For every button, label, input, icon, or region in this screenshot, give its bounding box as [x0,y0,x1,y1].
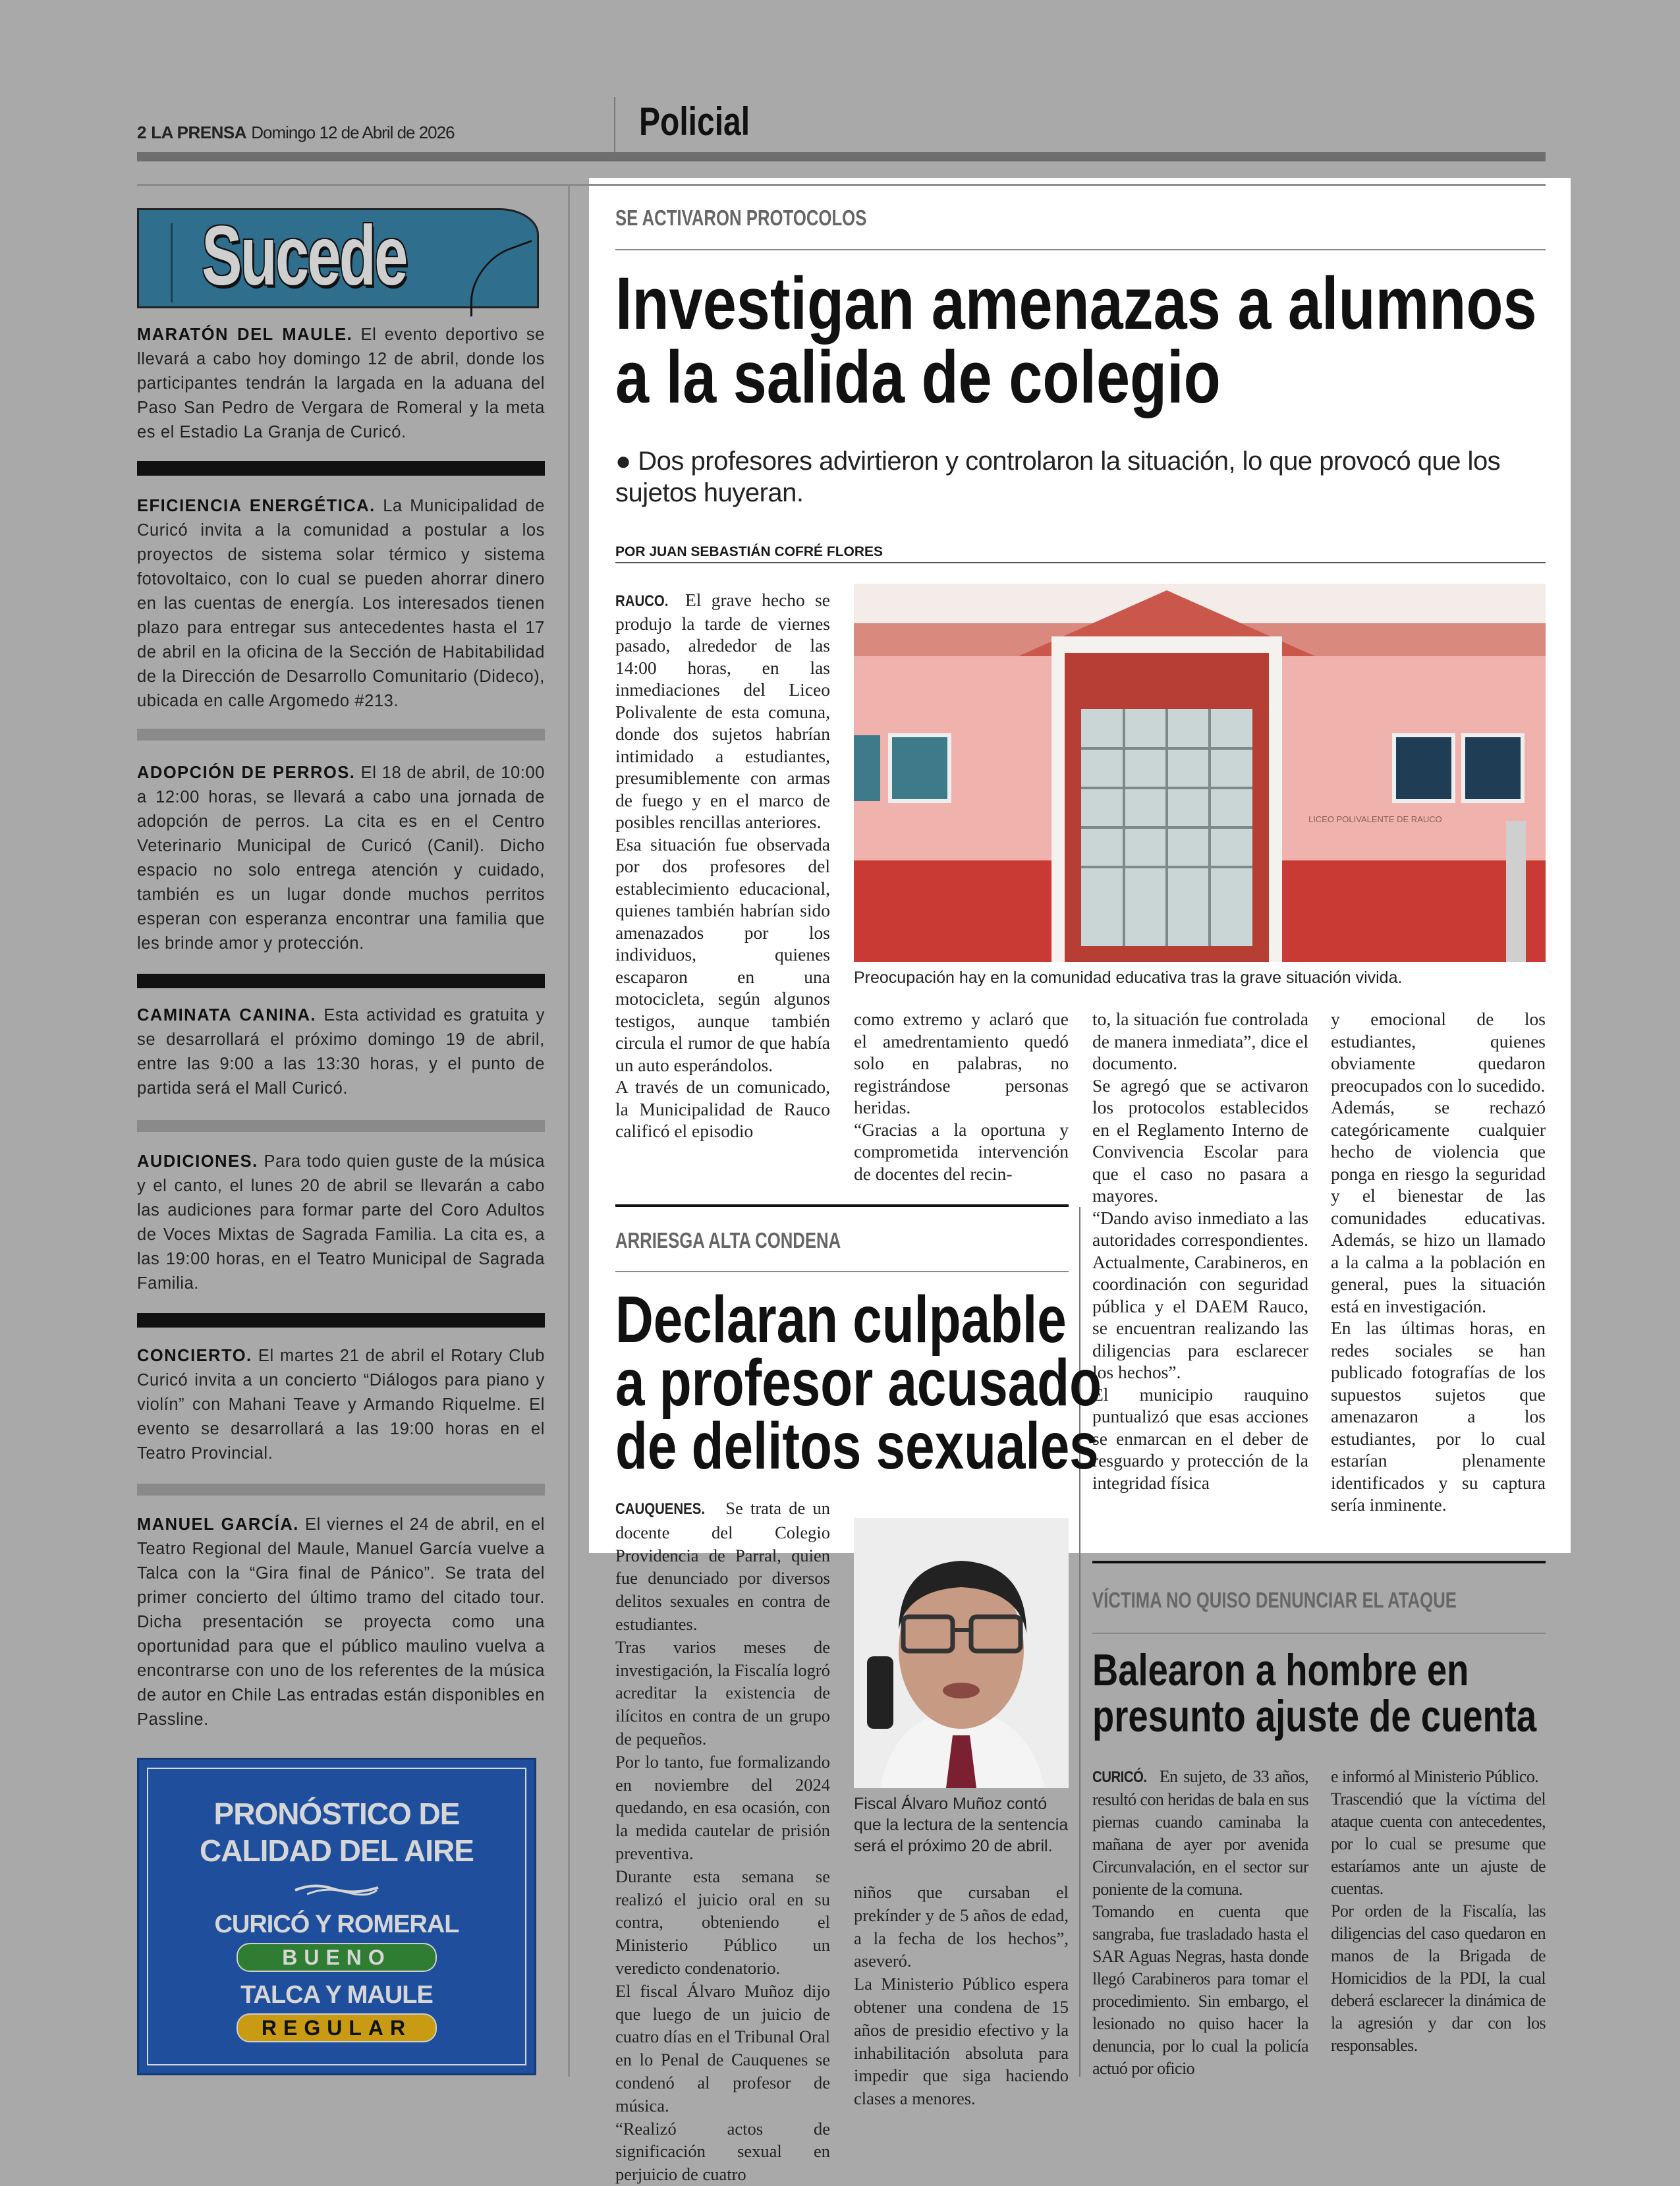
divider-gray [137,729,545,741]
status-badge-regular: REGULAR [237,2013,437,2042]
sucede-banner [137,208,539,308]
headline-line: presunto ajuste de cuenta [1092,1691,1537,1741]
brief-item [137,1344,545,1466]
paragraph: El fiscal Álvaro Muñoz dijo que luego de un juicio de cuatro días en el Tribunal Oral en lo Penal de Cauquenes se condenó al profesor de música. [615,1980,830,2116]
paragraph: niños que cursaban el prekínder y de 5 años de edad, a la fecha de los hechos”, aseveró. [854,1882,1069,1971]
paragraph: Tomando en cuenta que sangraba, fue trasladado hasta el SAR Aguas Negras, hasta donde llegó Carabineros para tomar el procedimiento. Sin embargo, el lesionado no quiso hacer la denuncia, por lo cual la policía actuó por oficio [1092,1902,1308,2078]
article1-column-3 [1092,1008,1308,1494]
page-folio [137,123,455,143]
brief-item [137,494,545,714]
paragraph: En sujeto, de 33 años, resultó con heridas de bala en sus piernas cuando caminaba la mañana de ayer por avenida Circunvalación, en el sector sur poniente de la comuna. [1092,1767,1308,1899]
paragraph: En las últimas horas, en redes sociales se han publicado fotografías de los supuestos sujetos que amenazaron a los estudiantes, por lo cual estarían plenamente identificados y su captura sería inminente. [1331,1318,1546,1515]
paragraph: to, la situación fue controlada de manera inmediata”, dice el documento. [1092,1009,1308,1073]
article1-kicker: SE ACTIVARON PROTOCOLOS [615,206,867,230]
paragraph: “Dando aviso inmediato a las autoridades correspondientes. Actualmente, Carabineros, en coordinación con seguridad pública y el DAEM Rauco, se encuentran realizando las diligencias para esclarecer los hechos”. [1092,1207,1308,1382]
article1-headline [615,262,1537,418]
article3-headline [1092,1647,1536,1739]
page-number: 2 [137,123,146,142]
article3-column-1 [1092,1766,1308,2080]
portrait-image [854,1518,1069,1788]
prosecutor-photo [854,1518,1069,1788]
header-rule [137,152,1546,161]
air-quality-box [137,1758,536,2075]
brief-lead: ADOPCIÓN DE PERROS. [137,764,356,782]
brief-item [137,1150,545,1296]
brief-lead: MANUEL GARCÍA. [137,1515,299,1534]
paragraph: El municipio rauquino puntualizó que esas acciones se enmarcan en el deber de resguardo y protección de la integridad física [1092,1384,1308,1493]
page-curl-icon [470,240,532,317]
brief-text: El martes 21 de abril el Rotary Club Curicó invita a un concierto “Diálogos para piano y violín” con Mahani Teave y Armando Riquelme. El evento se desarrollará a las 19:00 horas en el Teatro Provincial. [137,1347,546,1463]
article2-top-rule [615,1204,1069,1207]
paragraph: Durante esta semana se realizó el juicio oral en su contra, obteniendo el Ministerio Público un veredicto condenatorio. [615,1866,830,1978]
brief-text: La Municipalidad de Curicó invita a la comunidad a postular a los proyectos de sistema solar térmico y sistema fotovoltaico, con lo cual se pueden ahorrar dinero en las cuentas de energía. Los interesados tienen plazo para entregar sus antecedentes hasta el 17 de abril en la oficina de la Sección de Habitabilidad de la Dirección de Desarrollo Comunitario (Dideco), ubicada en calle Argomedo #213. [137,497,545,710]
paragraph: “Gracias a la oportuna y comprometida intervención de docentes del recin- [854,1119,1069,1184]
dateline: RAUCO. [615,592,669,610]
article2-headline [615,1283,1102,1483]
divider-black [137,461,545,476]
publication-name: LA PRENSA [151,123,246,142]
divider-black [137,1313,545,1328]
sucede-title: Sucede [202,209,406,303]
brief-lead: CAMINATA CANINA. [137,1006,317,1024]
status-badge-good: BUENO [237,1943,437,1972]
brief-lead: CONCIERTO. [137,1347,252,1365]
byline: POR JUAN SEBASTIÁN COFRÉ FLORES [615,544,883,559]
dateline: CAUQUENES. [615,1500,706,1518]
brief-text: El evento deportivo se llevará a cabo hoy domingo 12 de abril, donde los participantes tendrán la largada en la aduana del Paso San Pedro de Vergara de Romeral y la meta es el Estadio La Granja de Curicó. [137,325,546,441]
article2-column-1 [615,1497,830,2186]
paragraph: Trascendió que la víctima del ataque cuenta con antecedentes, por lo cual se presume que estaríamos ante un ajuste de cuentas. [1331,1789,1546,1898]
byline-rule [615,562,1546,563]
kicker-rule [615,1271,1069,1272]
region-name: TALCA Y MAULE [240,1981,433,2009]
brief-lead: MARATÓN DEL MAULE. [137,325,353,344]
article1-summary [615,445,1546,509]
article2-kicker: ARRIESGA ALTA CONDENA [615,1228,841,1252]
paragraph: y emocional de los estudiantes, quienes obviamente quedaron preocupados con lo sucedido. [1331,1009,1546,1096]
paragraph: Además, se rechazó categóricamente cualquier hecho de violencia que ponga en riesgo la seguridad y el bienestar de las comunidades educativas. Además, se hizo un llamado a la calma a la población en general, pues la situación está en investigación. [1331,1097,1546,1316]
paragraph: Se agregó que se activaron los protocolos establecidos en el Reglamento Interno de Convivencia Escolar para que el caso no pasara a mayores. [1092,1075,1308,1206]
kicker-rule [615,249,1546,250]
air-title-line: CALIDAD DEL AIRE [200,1834,474,1868]
brief-item [137,761,545,956]
column-divider [568,186,570,2077]
issue-date: Domingo 12 de Abril de 2026 [251,123,455,142]
paragraph: Por lo tanto, fue formalizando en noviembre del 2024 quedando, en esa ocasión, con la medida cautelar de prisión preventiva. [615,1751,830,1863]
paragraph: Esa situación fue observada por dos profesores del establecimiento educacional, quienes también habrían sido amenazados por los individuos, quienes escaparon en una motocicleta, según algunos testigos, aunque también circula el rumor de que había un auto esperándolos. [615,833,830,1075]
article3-column-2 [1331,1766,1546,2057]
region-name: CURICÓ Y ROMERAL [214,1911,459,1938]
section-title: Policial [639,99,750,144]
header-divider [614,97,615,152]
dateline: CURICÓ. [1092,1768,1147,1786]
kicker-rule [1092,1633,1546,1634]
brief-text: El viernes el 24 de abril, en el Teatro Regional del Maule, Manuel García vuelve a Talca con la “Gira final de Pánico”. Se trata del primer concierto del último tramo del citado tour. Dicha presentación se proyecta como una oportunidad para que el público maulino vuelva a encontrarse con uno de los referentes de la música de autor en Chile Las entradas están disponibles en Passline. [137,1515,545,1729]
paragraph: La Ministerio Público espera obtener una condena de 15 años de presidio efectivo y la inhabilitación absoluta para impedir que siga haciendo clases a menores. [854,1974,1069,2109]
divider-gray [137,1120,545,1132]
brief-item [137,323,545,445]
article2-column-2 [854,1881,1069,2110]
paragraph: e informó al Ministerio Público. [1331,1767,1539,1786]
article3-kicker: VÍCTIMA NO QUISO DENUNCIAR EL ATAQUE [1092,1588,1457,1612]
brief-text: Para todo quien guste de la música y el canto, el lunes 20 de abril se llevarán a cabo las audiciones para formar parte del Coro Adultos de Voces Mixtas de Sagrada Familia. La cita es, a las 19:00 horas, en el Teatro Municipal de Sagrada Familia. [137,1152,545,1293]
brief-text: Esta actividad es gratuita y se desarrollará el próximo domingo 19 de abril, entre las 9:00 a las 13:30 horas, y el punto de partida será el Mall Curicó. [137,1006,545,1098]
banner-stripe [171,223,173,302]
headline-line: Declaran culpable [615,1283,1067,1357]
headline-line: de delitos sexuales [615,1409,1099,1483]
brief-item [137,1003,545,1101]
headline-line: Balearon a hombre en [1092,1645,1469,1695]
headline-line: a la salida de colegio [615,336,1221,418]
headline-line: a profesor acusado [615,1346,1102,1420]
headline-line: Investigan amenazas a alumnos [615,262,1537,345]
paragraph: “Realizó actos de significación sexual en perjuicio de cuatro [615,2118,830,2185]
article3-top-rule [1092,1561,1546,1563]
school-sign: LICEO POLIVALENTE DE RAUCO [1308,814,1442,824]
brief-lead: EFICIENCIA ENERGÉTICA. [137,497,376,515]
paragraph: Tras varios meses de investigación, la Fiscalía logró acreditar la existencia de ilícitos en contra de un grupo de pequeños. [615,1637,830,1749]
paragraph: El grave hecho se produjo la tarde de viernes pasado, alrededor de las 14:00 horas, en las inmediaciones del Liceo Polivalente de esta comuna, donde dos sujetos habrían intimidado a estudiantes, presumiblemente con armas de fuego y en el marco de posibles rencillas anteriores. [615,590,830,832]
paragraph: Por orden de la Fiscalía, las diligencias del caso quedaron en manos de la Brigada de Homicidios de la PDI, la cual deberá esclarecer la dinámica de la agresión y dar con los responsables. [1331,1901,1546,2055]
top-rule [137,184,1546,186]
bullet-icon: ● [615,447,638,476]
brief-item [137,1513,545,1732]
air-title-line: PRONÓSTICO DE [213,1797,460,1831]
divider-gray [137,1484,545,1496]
brief-lead: AUDICIONES. [137,1152,258,1171]
brief-text: El 18 de abril, de 10:00 a 12:00 horas, se llevará a cabo una jornada de adopción de perros. La cita es en el Centro Veterinario Municipal de Curicó (Canil). Dicho espacio no solo entrega atención y cuidado, también es un lugar donde muchos perritos esperan con esperanza encontrar una familia que les brinde amor y protección. [137,764,546,953]
article1-column-2 [854,1008,1069,1185]
summary-text: Dos profesores advirtieron y controlaron la situación, lo que provocó que los sujetos huyeran. [615,447,1501,507]
wind-icon [294,1881,379,1897]
paragraph: como extremo y aclaró que el amedrentamiento quedó solo en palabras, no registrándose personas heridas. [854,1009,1069,1117]
school-building-image [854,584,1546,962]
photo-caption: Preocupación hay en la comunidad educativa tras la grave situación vivida. [854,968,1403,987]
paragraph: A través de un comunicado, la Municipalidad de Rauco calificó el episodio [615,1077,830,1141]
school-photo [854,584,1546,962]
paragraph: Se trata de un docente del Colegio Providencia de Parral, quien fue denunciado por diversos delitos sexuales en contra de estudiantes. [615,1498,830,1634]
photo-caption: Fiscal Álvaro Muñoz contó que la lectura de la sentencia será el próximo 20 de abril. [854,1795,1069,1855]
divider-black [137,974,545,988]
article1-column-4 [1331,1008,1546,1516]
article1-column-1 [615,589,830,1142]
